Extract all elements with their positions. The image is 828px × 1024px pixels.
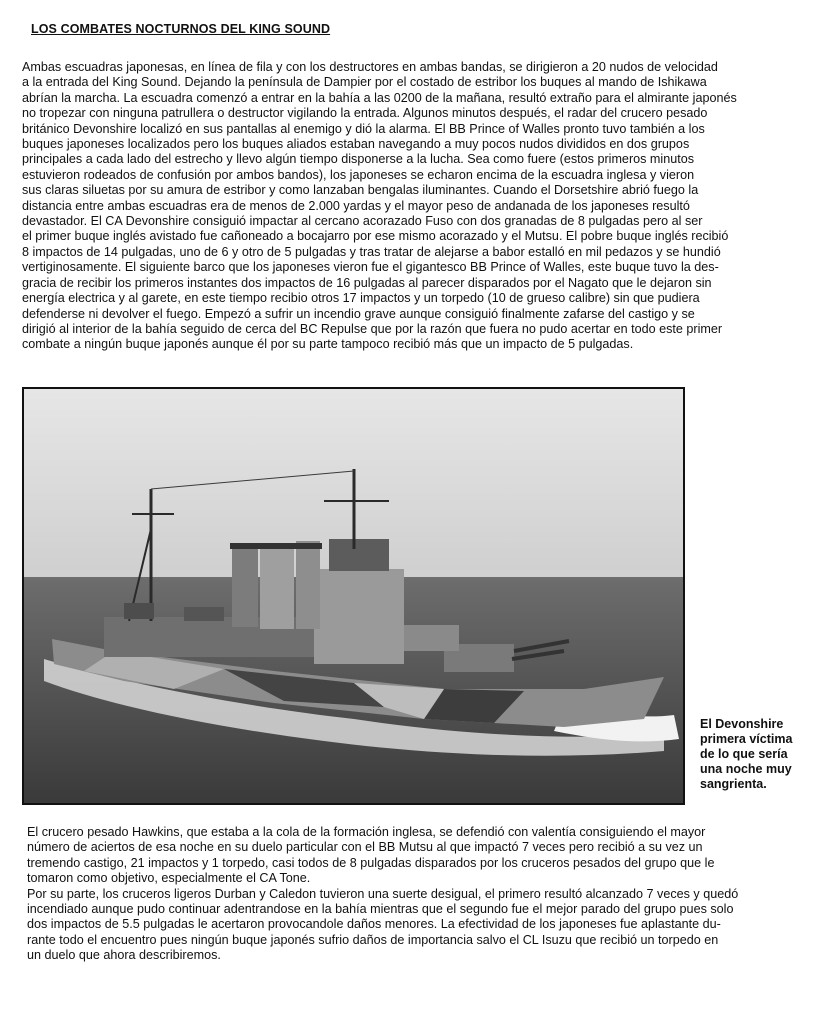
bridge-top — [329, 539, 389, 571]
funnel — [260, 545, 294, 629]
text-line: el primer buque inglés avistado fue cañoneado a bocajarro por ese mismo acorazado y el Mutsu. El pobre buque inglés recibió — [22, 229, 729, 244]
cruiser-illustration — [24, 389, 683, 803]
paragraph-2 — [27, 825, 817, 964]
text-line: energía electrica y al garete, en este tiempo recibio otros 17 impactos y un torpedo (10 de grueso calibre) sin que pudiera — [22, 291, 700, 306]
text-line: tomaron como objetivo, especialmente el CA Tone. — [27, 871, 311, 886]
text-line: no tropezar con ninguna patrullera o destructor vigilando la entrada. Algunos minutos después, el radar del crucero pesado — [22, 106, 708, 121]
photo-caption — [700, 717, 818, 792]
text-line: tremendo castigo, 21 impactos y 1 torpedo, casi todos de 8 pulgadas disparados por los cruceros pesados del grupo que le — [27, 855, 715, 870]
text-line: 8 impactos de 14 pulgadas, uno de 6 y otro de 5 pulgadas y tras tratar de alejarse a babor estalló en mil pedazos y se hundió — [22, 244, 721, 259]
text-line: británico Devonshire localizó en sus pantallas al enemigo y dió la alarma. El BB Prince of Walles pronto tuvo también a los — [22, 121, 705, 136]
page-title: LOS COMBATES NOCTURNOS DEL KING SOUND — [31, 22, 331, 36]
text-line: Ambas escuadras japonesas, en línea de fila y con los destructores en ambas bandas, se dirigieron a 20 nudos de velocidad — [22, 60, 718, 74]
caption-line: sangrienta. — [700, 777, 767, 791]
text-line: estuvieron rodeados de confusión por ambos bandos), los japoneses se echaron encima de la escuadra inglesa y vieron — [22, 167, 695, 182]
text-line: a la entrada del King Sound. Dejando la península de Dampier por el costado de estribor los buques al mando de Ishikawa — [22, 75, 707, 90]
text-line: vertiginosamente. El siguiente barco que los japoneses vieron fue el gigantesco BB Prince of Walles, este buque tuvo la des- — [22, 260, 719, 275]
text-line: gracia de recibir los primeros instantes dos impactos de 16 pulgadas al parecer disparados por el Nagato que le dejaron sin — [22, 275, 712, 290]
text-line: rante todo el encuentro pues ningún buque japonés sufrio daños de importancia salvo el CL Isuzu que recibió un torpedo en — [27, 932, 719, 947]
caption-line: una noche muy — [700, 762, 792, 776]
funnel — [232, 547, 258, 627]
text-line: distancia entre ambas escuadras era de menos de 2.000 yardas y el mayor peso de andanada de los japoneses resultó — [22, 198, 690, 213]
text-line: número de aciertos de esa noche en su duelo particular con el BB Mutsu al que impactó 7 veces pero recibió a su vez un — [27, 840, 703, 855]
text-line: defenderse ni devolver el fuego. Empezó a sufrir un incendio grave aunque consiguió finalmente zafarse del castigo y se — [22, 306, 695, 321]
b-turret — [404, 625, 459, 651]
text-line: dos impactos de 5.5 pulgadas le acertaron provocandole daños menores. La efectividad de los japoneses fue aplastante du- — [27, 917, 721, 932]
aa-mount — [124, 603, 154, 619]
text-line: dirigió al interior de la bahía seguido de cerca del BC Repulse que por la razón que fuera no pudo acertar en todo este primer — [22, 321, 723, 336]
caption-line: El Devonshire — [700, 717, 784, 731]
text-line: combate a ningún buque japonés aunque él por su parte tampoco recibió más que un impacto de 5 pulgadas. — [22, 337, 634, 352]
ship-photo — [22, 387, 685, 805]
text-line: devastador. El CA Devonshire consiguió impactar al cercano acorazado Fuso con dos granadas de 8 pulgadas pero al ser — [22, 214, 703, 229]
text-line: sus claras siluetas por su amura de estribor y como lanzaban bengalas iluminantes. Cuando el Dorsetshire abrió fuego la — [22, 183, 699, 198]
text-line: incendiado aunque pudo continuar adentrandose en la bahía mientras que el segundo fue el mejor parado del grupo pues solo — [27, 902, 734, 917]
text-line: abrían la marcha. La escuadra comenzó a entrar en la bahía a las 0200 de la mañana, resultó extraño para el almirante japonés — [22, 90, 737, 105]
paragraph-1 — [22, 60, 812, 353]
funnel-cap — [230, 543, 322, 549]
text-line: buques japoneses localizados pero los buques aliados estaban navegando a muy pocos nudos divididos en dos grupos — [22, 137, 690, 152]
text-line: principales a cada lado del estrecho y llevo algún tiempo disponerse a la lucha. Sea como fuere (estos primeros minutos — [22, 152, 695, 167]
caption-line: de lo que sería — [700, 747, 788, 761]
funnel — [296, 541, 320, 629]
caption-line: primera víctima — [700, 732, 793, 746]
text-line: un duelo que ahora describiremos. — [27, 948, 221, 963]
aa-mount — [184, 607, 224, 621]
bridge-block — [314, 569, 404, 664]
text-line: El crucero pesado Hawkins, que estaba a la cola de la formación inglesa, se defendió con valentía consiguiendo el mayor — [27, 825, 706, 839]
text-line: Por su parte, los cruceros ligeros Durban y Caledon tuvieron una suerte desigual, el primero resultó alcanzado 7 veces y quedó — [27, 886, 739, 901]
